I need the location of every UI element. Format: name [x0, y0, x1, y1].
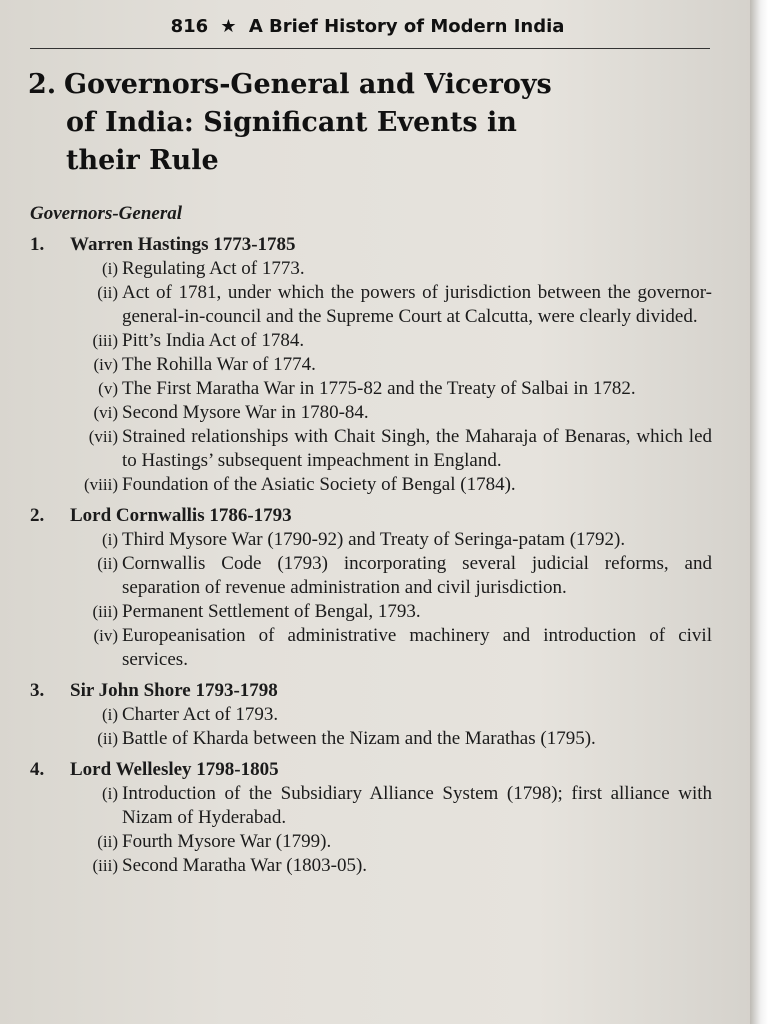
section-heading-text: Sir John Shore 1793-1798: [70, 680, 278, 701]
item-text: Europeanisation of administrative machinery and introduction of civil services.: [122, 625, 712, 670]
list-item: [30, 281, 712, 329]
item-text: Second Maratha War (1803-05).: [122, 855, 368, 876]
item-text: The Rohilla War of 1774.: [122, 354, 316, 375]
list-item: [30, 782, 712, 830]
item-marker: (ii): [97, 729, 118, 748]
section-number: 4.: [30, 759, 45, 780]
star-icon: ★: [220, 16, 237, 37]
list-item: [30, 528, 712, 552]
item-text: Strained relationships with Chait Singh, the Maharaja of Benaras, which led to Hastings’ subsequent impeachment in England.: [122, 426, 712, 471]
section: [30, 503, 712, 672]
item-marker: (ii): [97, 554, 118, 573]
section-number: 3.: [30, 680, 45, 701]
item-marker: (viii): [84, 475, 118, 494]
list-item: [30, 600, 712, 624]
list-item: [30, 830, 712, 854]
item-text: Permanent Settlement of Bengal, 1793.: [122, 601, 421, 622]
page-edge: [750, 0, 768, 1024]
item-marker: (i): [101, 784, 118, 803]
section-number: 1.: [30, 234, 45, 255]
section-number: 2.: [30, 505, 45, 526]
item-text: Fourth Mysore War (1799).: [122, 831, 332, 852]
list-item: [30, 624, 712, 672]
list-item: [30, 329, 712, 353]
section-heading: [30, 678, 712, 703]
item-text: Regulating Act of 1773.: [122, 258, 305, 279]
running-header: [0, 16, 735, 37]
subheading: Governors-General: [30, 203, 182, 224]
item-text: Cornwallis Code (1793) incorporating several judicial reforms, and separation of revenue administration and civil jurisdiction.: [122, 553, 712, 598]
list-item: [30, 854, 712, 878]
page-number: 816: [170, 16, 209, 37]
item-marker: (iii): [92, 856, 118, 875]
item-marker: (ii): [97, 283, 118, 302]
item-marker: (iii): [92, 602, 118, 621]
item-text: Introduction of the Subsidiary Alliance System (1798); first alliance with Nizam of Hyderabad.: [122, 783, 712, 828]
list-item: [30, 353, 712, 377]
item-marker: (vii): [88, 427, 118, 446]
item-text: Battle of Kharda between the Nizam and the Marathas (1795).: [122, 728, 596, 749]
item-marker: (vi): [93, 403, 118, 422]
item-marker: (iv): [93, 626, 118, 645]
title-line-1: Governors-General and Viceroys: [64, 69, 552, 100]
title-line-2: of India: Significant Events in: [66, 107, 517, 138]
list-item: [30, 473, 712, 497]
list-item: [30, 401, 712, 425]
item-text: Third Mysore War (1790-92) and Treaty of Seringa-patam (1792).: [122, 529, 626, 550]
section-heading-text: Lord Cornwallis 1786-1793: [70, 505, 292, 526]
list-item: [30, 425, 712, 473]
section-heading-text: Lord Wellesley 1798-1805: [70, 759, 279, 780]
section-heading-text: Warren Hastings 1773-1785: [70, 234, 296, 255]
section-list: [30, 232, 712, 878]
item-marker: (ii): [97, 832, 118, 851]
item-marker: (iii): [92, 331, 118, 350]
section: [30, 757, 712, 878]
section: [30, 232, 712, 497]
item-text: Second Mysore War in 1780-84.: [122, 402, 369, 423]
item-text: Pitt’s India Act of 1784.: [122, 330, 305, 351]
item-marker: (v): [98, 379, 118, 398]
book-title: A Brief History of Modern India: [248, 16, 565, 37]
section-heading: [30, 232, 712, 257]
list-item: [30, 377, 712, 401]
section: [30, 678, 712, 751]
item-marker: (i): [101, 530, 118, 549]
section-heading: [30, 757, 712, 782]
header-rule: [30, 48, 710, 49]
list-item: [30, 257, 712, 281]
item-marker: (iv): [93, 355, 118, 374]
list-item: [30, 727, 712, 751]
item-text: The First Maratha War in 1775-82 and the Treaty of Salbai in 1782.: [122, 378, 636, 399]
section-heading: [30, 503, 712, 528]
item-text: Foundation of the Asiatic Society of Bengal (1784).: [122, 474, 516, 495]
item-text: Act of 1781, under which the powers of jurisdiction between the governor-general-in-council and the Supreme Court at Calcutta, were clearly divided.: [122, 282, 712, 327]
list-item: [30, 703, 712, 727]
chapter-number: 2.: [28, 69, 57, 100]
chapter-title: [28, 66, 718, 180]
item-marker: (i): [101, 705, 118, 724]
title-line-3: their Rule: [66, 145, 219, 176]
list-item: [30, 552, 712, 600]
item-text: Charter Act of 1793.: [122, 704, 279, 725]
item-marker: (i): [101, 259, 118, 278]
